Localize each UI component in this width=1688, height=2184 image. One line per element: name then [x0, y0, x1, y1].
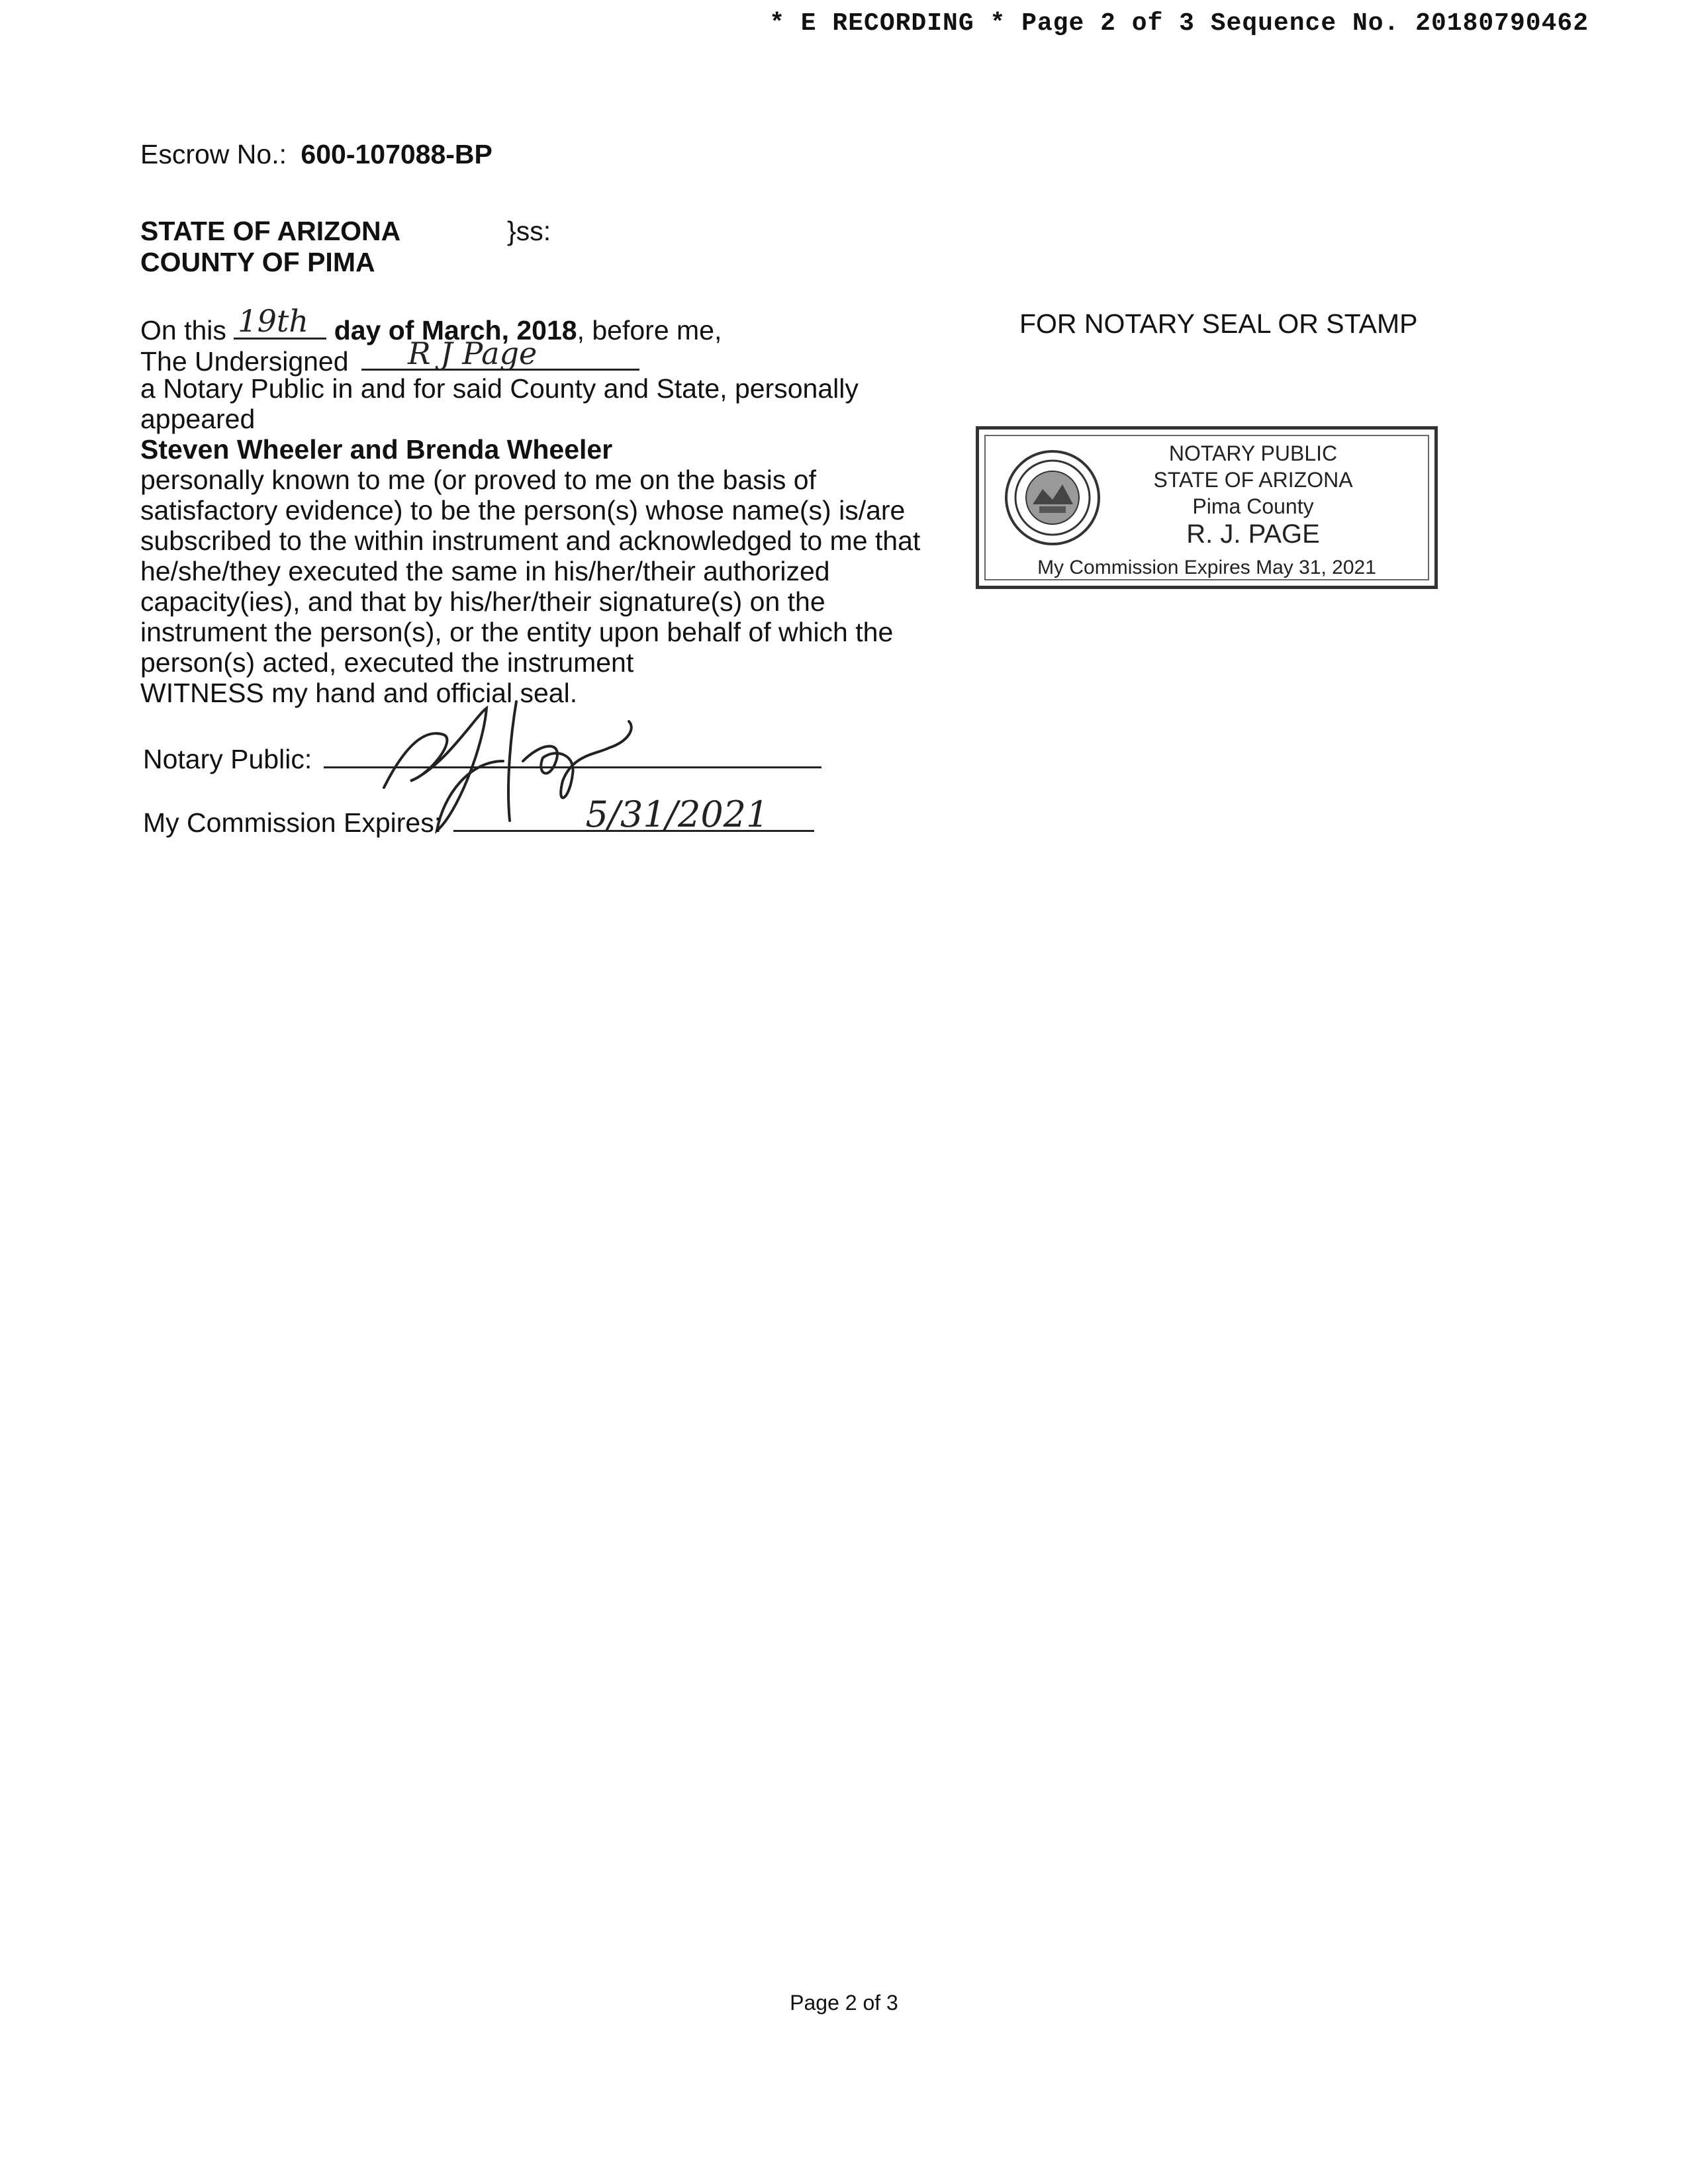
undersigned-label: The Undersigned [140, 346, 349, 377]
stamp-line-county: Pima County [1192, 494, 1314, 518]
undersigned-blank [361, 336, 639, 371]
before-me-text: , before me, [577, 315, 722, 345]
venue-county: COUNTY OF PIMA [140, 247, 375, 277]
notary-public-label: Notary Public: [143, 744, 312, 774]
commission-line [143, 794, 814, 838]
recording-header: * E RECORDING * Page 2 of 3 Sequence No. 20180790462 [769, 9, 1589, 38]
ack-line3: a Notary Public in and for said County and State, personally [140, 373, 859, 404]
day-blank [234, 303, 326, 340]
witness-line: WITNESS my hand and official seal. [140, 678, 578, 708]
stamp-expiration: My Commission Expires May 31, 2021 [1037, 557, 1376, 578]
page-footer: Page 2 of 3 [790, 1991, 898, 2015]
ack-body-line-4: he/she/they executed the same in his/her/their authorized [140, 556, 830, 586]
venue-state: STATE OF ARIZONA [140, 216, 401, 246]
commission-date-handwritten: 5/31/2021 [585, 794, 769, 835]
appearing-persons: Steven Wheeler and Brenda Wheeler [140, 434, 613, 465]
commission-blank [453, 794, 814, 835]
venue-ss: }ss: [507, 216, 551, 246]
notary-stamp [976, 426, 1438, 589]
escrow-label: Escrow No.: [140, 139, 287, 169]
stamp-line-notary: NOTARY PUBLIC [1168, 441, 1338, 465]
ack-body-line-7: person(s) acted, executed the instrument [140, 647, 634, 678]
ack-body-line-1: personally known to me (or proved to me on the basis of [140, 465, 816, 495]
escrow-line [140, 139, 492, 169]
undersigned-line [140, 336, 639, 377]
seal-heading: FOR NOTARY SEAL OR STAMP [1019, 308, 1418, 339]
notary-name-handwritten: R J Page [407, 336, 538, 371]
day-handwritten: 19th [238, 303, 308, 339]
escrow-number: 600-107088-BP [301, 139, 492, 169]
day-of-text: day of March, 2018 [334, 315, 577, 345]
stamp-notary-name: R. J. PAGE [1186, 520, 1320, 549]
ack-body-line-2: satisfactory evidence) to be the person(s) whose name(s) is/are [140, 495, 906, 525]
ack-body-line-3: subscribed to the within instrument and acknowledged to me that [140, 525, 921, 556]
ack-line4: appeared [140, 404, 256, 434]
ack-body-line-5: capacity(ies), and that by his/her/their signature(s) on the [140, 586, 825, 617]
stamp-text [1078, 440, 1428, 549]
ack-body-line-6: instrument the person(s), or the entity upon behalf of which the [140, 617, 894, 647]
stamp-line-state: STATE OF ARIZONA [1153, 468, 1353, 492]
on-this-text: On this [140, 315, 226, 345]
commission-label: My Commission Expires: [143, 807, 442, 838]
